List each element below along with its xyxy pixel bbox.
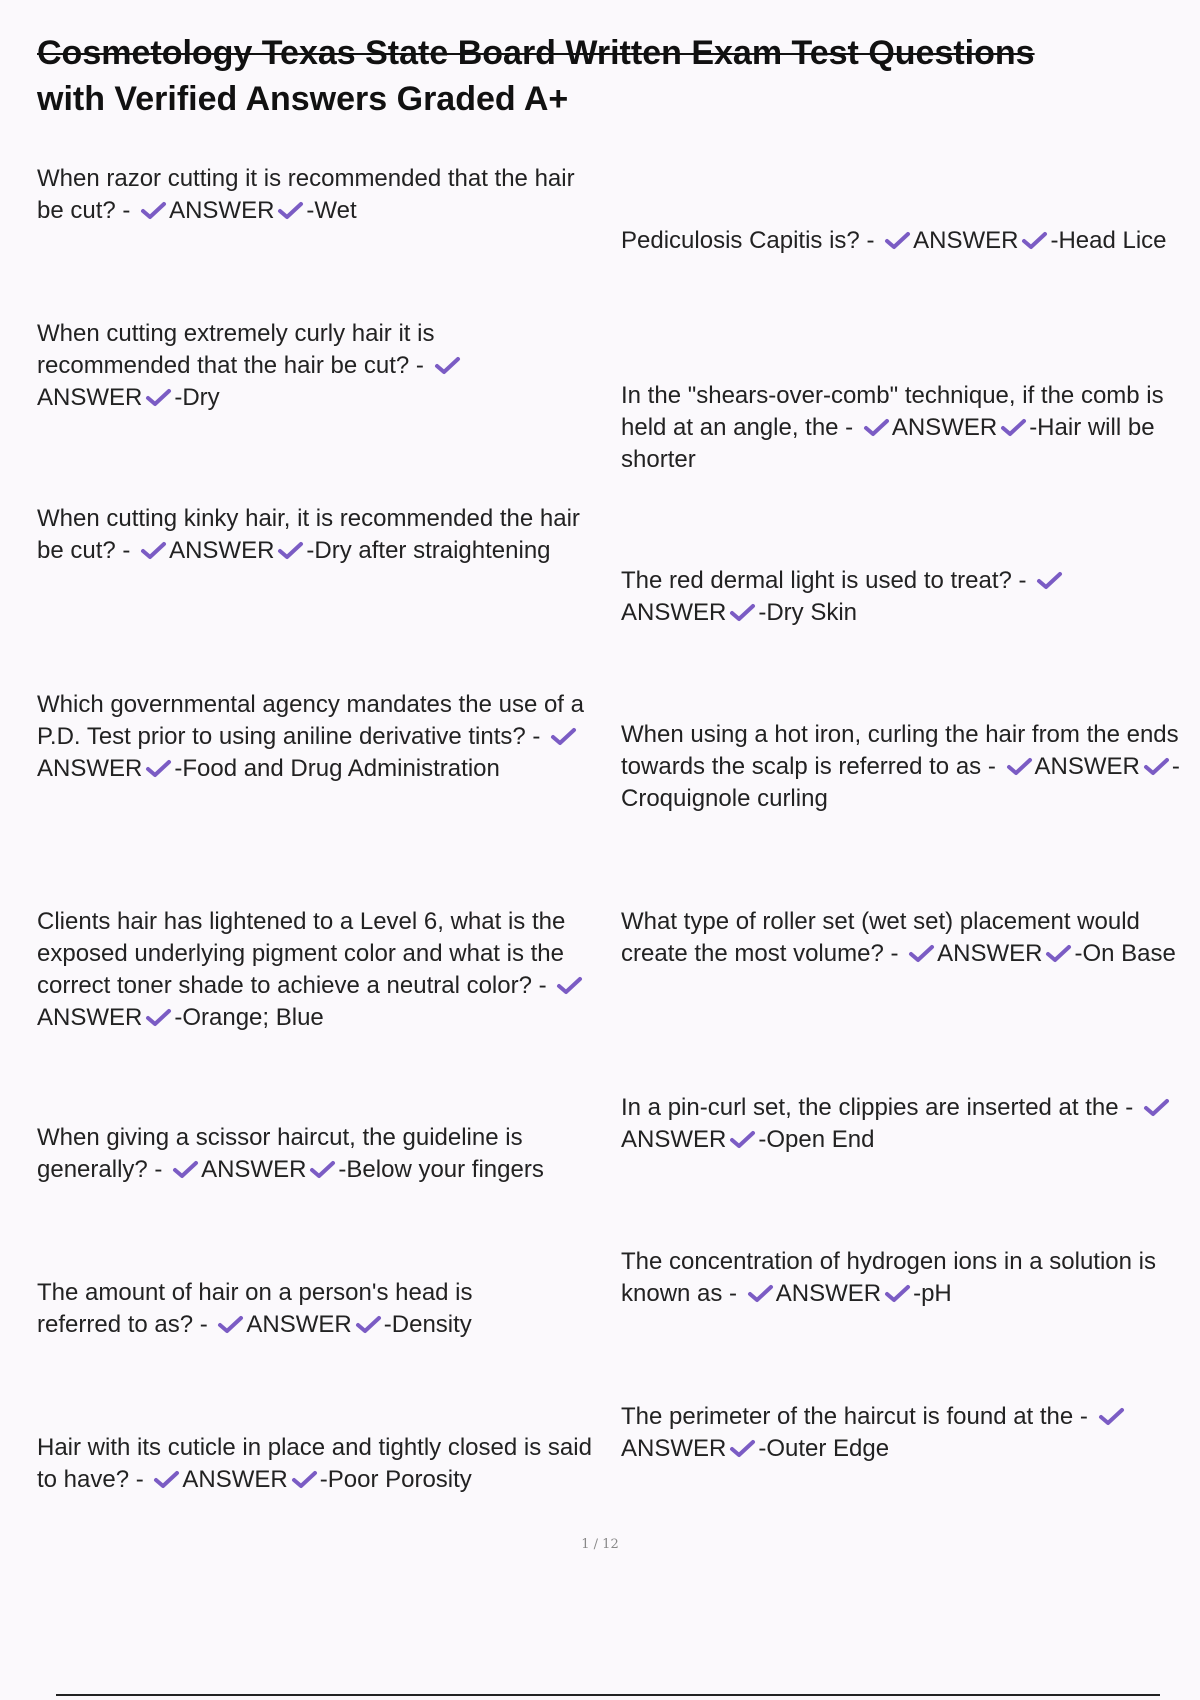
answer-label: ANSWER <box>201 1156 307 1183</box>
answer-text: -Density <box>383 1311 472 1338</box>
qa-item-right-2 <box>621 380 1196 476</box>
question-text: The red dermal light is used to treat? - <box>621 567 1027 594</box>
answer-label: ANSWER <box>169 197 275 224</box>
question-text: Which governmental agency mandates the use of a P.D. Test prior to using aniline derivative tints? - <box>37 691 584 750</box>
question-text: When razor cutting it is recommended that the hair be cut? - <box>37 165 575 224</box>
question-text: The perimeter of the haircut is found at the - <box>621 1403 1088 1430</box>
answer-text: -Outer Edge <box>758 1435 890 1462</box>
qa-item-left-3 <box>37 503 597 567</box>
question-text: The concentration of hydrogen ions in a solution is known as - <box>621 1248 1156 1307</box>
question-text: The amount of hair on a person's head is referred to as? - <box>37 1279 473 1338</box>
document-title <box>37 30 1167 122</box>
check-icon <box>1098 1406 1125 1426</box>
check-icon <box>1143 756 1170 776</box>
answer-label: ANSWER <box>913 227 1019 254</box>
check-icon <box>863 417 890 437</box>
page-number: 1 / 12 <box>581 1537 619 1552</box>
page-divider <box>56 1694 1160 1696</box>
check-icon <box>1143 1097 1170 1117</box>
answer-text: -Poor Porosity <box>319 1466 472 1493</box>
qa-item-right-1 <box>621 225 1196 257</box>
answer-label: ANSWER <box>621 599 727 626</box>
answer-text: -Wet <box>306 197 357 224</box>
qa-item-left-1 <box>37 163 597 227</box>
check-icon <box>1000 417 1027 437</box>
answer-text: -Open End <box>758 1126 875 1153</box>
check-icon <box>277 540 304 560</box>
title-line-1: Cosmetology Texas State Board Written Exam Test Questions <box>37 34 1035 72</box>
check-icon <box>556 975 583 995</box>
answer-text: -pH <box>913 1280 952 1307</box>
check-icon <box>729 1129 756 1149</box>
answer-label: ANSWER <box>246 1311 352 1338</box>
check-icon <box>153 1469 180 1489</box>
answer-label: ANSWER <box>37 1004 143 1031</box>
check-icon <box>1045 943 1072 963</box>
answer-text: -Dry after straightening <box>306 537 551 564</box>
check-icon <box>172 1159 199 1179</box>
answer-label: ANSWER <box>937 940 1043 967</box>
qa-item-right-6 <box>621 1092 1196 1156</box>
answer-label: ANSWER <box>891 414 998 441</box>
check-icon <box>309 1159 336 1179</box>
check-icon <box>291 1469 318 1489</box>
check-icon <box>355 1314 382 1334</box>
question-text: In a pin-curl set, the clippies are inserted at the - <box>621 1094 1134 1121</box>
answer-text: -Dry Skin <box>758 599 858 626</box>
question-text: When cutting extremely curly hair it is recommended that the hair be cut? - <box>37 320 435 379</box>
qa-item-left-2 <box>37 318 507 414</box>
answer-text: -On Base <box>1074 940 1176 967</box>
check-icon <box>1036 570 1063 590</box>
answer-label: ANSWER <box>182 1466 288 1493</box>
answer-text: -Croquignole curling <box>621 753 1180 812</box>
question-text: Pediculosis Capitis is? - <box>621 227 875 254</box>
check-icon <box>1021 230 1048 250</box>
question-text: When giving a scissor haircut, the guideline is generally? - <box>37 1124 523 1183</box>
qa-item-right-3 <box>621 565 1081 629</box>
check-icon <box>145 758 172 778</box>
answer-text: -Head Lice <box>1050 227 1167 254</box>
answer-text: -Below your fingers <box>338 1156 544 1183</box>
qa-item-left-8 <box>37 1432 607 1496</box>
check-icon <box>140 200 167 220</box>
answer-text: -Orange; Blue <box>174 1004 324 1031</box>
answer-label: ANSWER <box>1034 753 1140 780</box>
check-icon <box>145 1007 172 1027</box>
qa-item-left-6 <box>37 1122 597 1186</box>
answer-text: -Hair will be shorter <box>621 414 1155 473</box>
title-line-2: with Verified Answers Graded A+ <box>37 80 569 118</box>
check-icon <box>550 726 577 746</box>
check-icon <box>145 387 172 407</box>
qa-item-left-7 <box>37 1277 557 1341</box>
check-icon <box>884 1283 911 1303</box>
check-icon <box>729 1438 756 1458</box>
answer-label: ANSWER <box>621 1435 727 1462</box>
qa-item-right-4 <box>621 719 1181 815</box>
question-text: Clients hair has lightened to a Level 6, what is the exposed underlying pigment color and what is the correct toner shade to achieve a neutral color? - <box>37 908 566 999</box>
check-icon <box>277 200 304 220</box>
answer-text: -Food and Drug Administration <box>174 755 500 782</box>
qa-item-left-5 <box>37 906 597 1034</box>
check-icon <box>1006 756 1033 776</box>
check-icon <box>729 602 756 622</box>
check-icon <box>434 355 461 375</box>
check-icon <box>884 230 911 250</box>
qa-item-right-8 <box>621 1401 1141 1465</box>
question-text: In the "shears-over-comb" technique, if the comb is held at an angle, the - <box>621 382 1164 441</box>
question-text: What type of roller set (wet set) placement would create the most volume? - <box>621 908 1140 967</box>
check-icon <box>908 943 935 963</box>
qa-item-right-5 <box>621 906 1196 970</box>
answer-label: ANSWER <box>775 1280 882 1307</box>
qa-item-left-4 <box>37 689 597 785</box>
check-icon <box>217 1314 244 1334</box>
question-text: When using a hot iron, curling the hair from the ends towards the scalp is referred to as - <box>621 721 1179 780</box>
check-icon <box>140 540 167 560</box>
answer-label: ANSWER <box>37 384 143 411</box>
answer-text: -Dry <box>174 384 220 411</box>
question-text: When cutting kinky hair, it is recommended the hair be cut? - <box>37 505 580 564</box>
answer-label: ANSWER <box>621 1126 727 1153</box>
answer-label: ANSWER <box>37 755 143 782</box>
question-text: Hair with its cuticle in place and tightly closed is said to have? - <box>37 1434 592 1493</box>
answer-label: ANSWER <box>169 537 275 564</box>
qa-item-right-7 <box>621 1246 1196 1310</box>
check-icon <box>747 1283 774 1303</box>
